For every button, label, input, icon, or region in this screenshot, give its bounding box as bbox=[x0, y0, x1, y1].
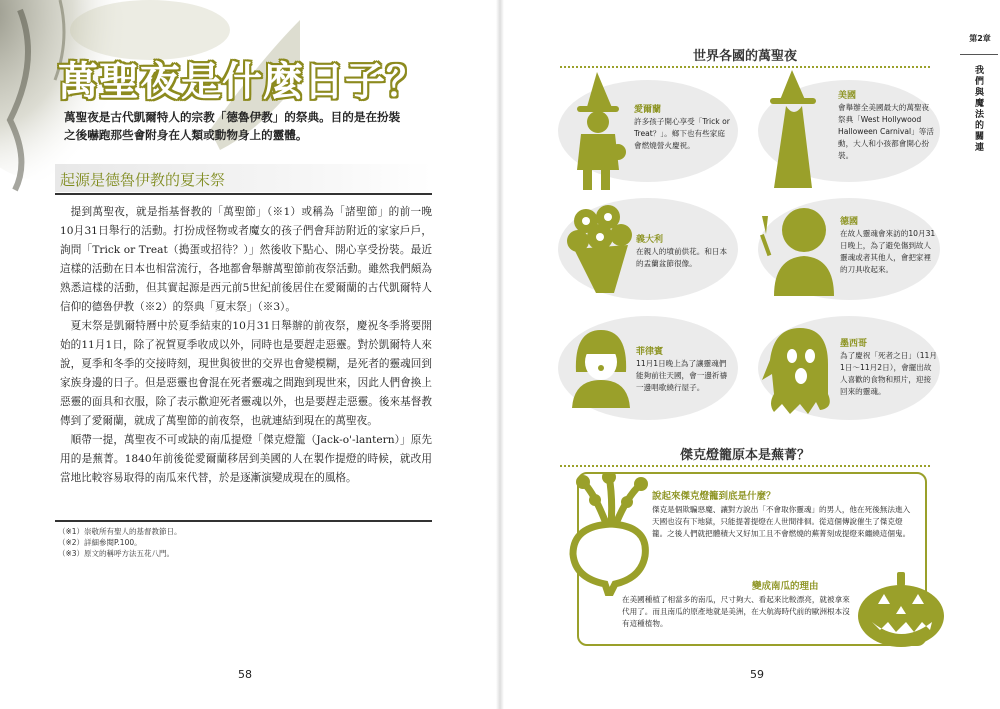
jack-q1-title: 說起來傑克燈籠到底是什麼？ bbox=[652, 491, 776, 502]
paragraph: 順帶一提，萬聖夜不可或缺的南瓜提燈「傑克燈籠（Jack-o'-lantern）」原先用的是蕪菁。1840年前後從愛爾蘭移居到美國的人在製作提燈的時候，就改用當地比較容易取得的南瓜來代替，於是逐漸演變成現在的風格。 bbox=[60, 434, 432, 484]
country-text: 在親人的墳前供花。和日本的盂蘭盆節很像。 bbox=[636, 247, 728, 268]
jack-q2-text: 在美國種植了相當多的南瓜，尺寸夠大、看起來比較漂亮，就被拿來代用了。而且南瓜的原產地就是美洲，在大航海時代前的歐洲根本沒有這種植物。 bbox=[622, 595, 850, 628]
jack-q2-title: 變成南瓜的理由 bbox=[752, 581, 819, 592]
singing-girl-icon bbox=[568, 328, 634, 408]
footnotes bbox=[58, 526, 182, 559]
country-name: 美國 bbox=[838, 91, 857, 101]
country-text: 會舉辦全美國最大的萬聖夜祭典「West Hollywood Halloween Carnival」等活動，大人和小孩都會開心扮裝。 bbox=[838, 103, 934, 160]
section-heading-bar bbox=[55, 164, 432, 192]
chapter-tab-divider bbox=[960, 54, 998, 55]
witch-child-icon bbox=[567, 72, 627, 192]
chapter-title: 我們與魔法的關連 bbox=[975, 66, 985, 153]
dotted-rule bbox=[560, 66, 930, 68]
country-name: 菲律賓 bbox=[636, 347, 664, 357]
chapter-tab bbox=[960, 16, 1000, 153]
paragraph: 夏末祭是凱爾特曆中於夏季結束的10月31日舉辦的前夜祭，慶祝冬季將要開始的11月1日，除了祝賀夏季收成以外，同時也是要趕走惡靈。對於凱爾特人來說，夏季和冬季的交接時刻，現世與彼世的交界也會變模糊，是死者的靈魂回到家族身邊的日子。但是惡靈也會混在死者靈魂之間跑到現世來，因此人們會換上惡靈的面具和衣服，除了表示歡迎死者靈魂以外，也是要趕走惡靈。後來基督教傳到了愛爾蘭，就成了萬聖節的前夜祭，也就連結到現在的萬聖夜。 bbox=[60, 320, 432, 427]
footnote-divider bbox=[55, 520, 432, 522]
footnote: （※1）崇敬所有聖人的基督教節日。 bbox=[58, 527, 182, 536]
country-text: 許多孩子開心享受「Trick or Treat？」。鄉下也有些家庭會燃燒營火慶祝。 bbox=[634, 117, 730, 150]
paragraph: 提到萬聖夜，就是指基督教的「萬聖節」（※1）或稱為「諸聖節」的前一晚10月31日舉行的活動。打扮成怪物或者魔女的孩子們會拜訪附近的家家戶戶，詢問「Trick or Treat（搗蛋或招待？）」然後收下點心、開心享受扮裝。最近這樣的活動在日本也相當流行，各地都會舉辦萬聖節前夜祭活動。雖然我們頗為熟悉這樣的活動，但其實起源是西元前5世紀前後居住在愛爾蘭的古代凱爾特人信仰的德魯伊教（※2）的祭典「夏末祭」（※3）。 bbox=[60, 206, 432, 313]
turnip-icon bbox=[565, 474, 655, 596]
country-name: 墨西哥 bbox=[840, 339, 868, 349]
country-text: 為了慶祝「死者之日」（11月1日～11月2日），會擺出故人喜歡的食物和照片，迎接回來的靈魂。 bbox=[840, 351, 937, 396]
pumpkin-lantern-icon bbox=[856, 570, 946, 648]
section-heading: 起源是德魯伊教的夏末祭 bbox=[60, 171, 226, 189]
country-name: 義大利 bbox=[636, 235, 664, 245]
country-name: 愛爾蘭 bbox=[634, 105, 662, 115]
ghost-icon bbox=[760, 324, 840, 416]
country-name: 德國 bbox=[840, 217, 859, 227]
chapter-label: 第2章 bbox=[969, 34, 991, 43]
flower-bouquet-icon bbox=[566, 205, 636, 295]
page-number-right: 59 bbox=[750, 668, 764, 681]
person-knife-icon bbox=[760, 206, 840, 296]
page-title: 萬聖夜是什麼日子？ bbox=[58, 58, 427, 105]
lead-text: 萬聖夜是古代凱爾特人的宗教「德魯伊教」的祭典。目的是在扮裝之後嚇跑那些會附身在人類或動物身上的靈體。 bbox=[64, 110, 401, 142]
world-heading: 世界各國的萬聖夜 bbox=[692, 49, 797, 64]
jack-q1-text: 傑克是個欺騙惡魔、讓對方說出「不會取你靈魂」的男人，他在死後無法進入天國也沒有下地獄，只能提著提燈在人世間徘徊。從這個傳說催生了傑克燈籠。之後人們就把體積大又好加工且不會燃燒的蕪菁刻成提燈來纏繞這個鬼。 bbox=[652, 505, 911, 538]
country-text: 11月1日晚上為了讓靈魂們能夠前往天國，會一邊祈禱一邊唱歌繞行屋子。 bbox=[636, 359, 728, 392]
witch-adult-icon bbox=[766, 70, 822, 190]
page-gutter bbox=[496, 0, 504, 709]
body-text bbox=[60, 203, 432, 488]
dotted-rule bbox=[560, 465, 930, 467]
footnote: （※2）詳細參閱P.100。 bbox=[58, 538, 142, 547]
page-number-left: 58 bbox=[238, 668, 252, 681]
footnote: （※3）原文的稱呼方法五花八門。 bbox=[58, 549, 175, 558]
country-text: 在故人靈魂會來訪的10月31日晚上，為了避免傷到故人靈魂或者其他人，會把家裡的刀具收起來。 bbox=[840, 229, 936, 274]
section-divider bbox=[55, 193, 432, 195]
jack-heading: 傑克燈籠原本是蕪菁？ bbox=[679, 448, 810, 463]
